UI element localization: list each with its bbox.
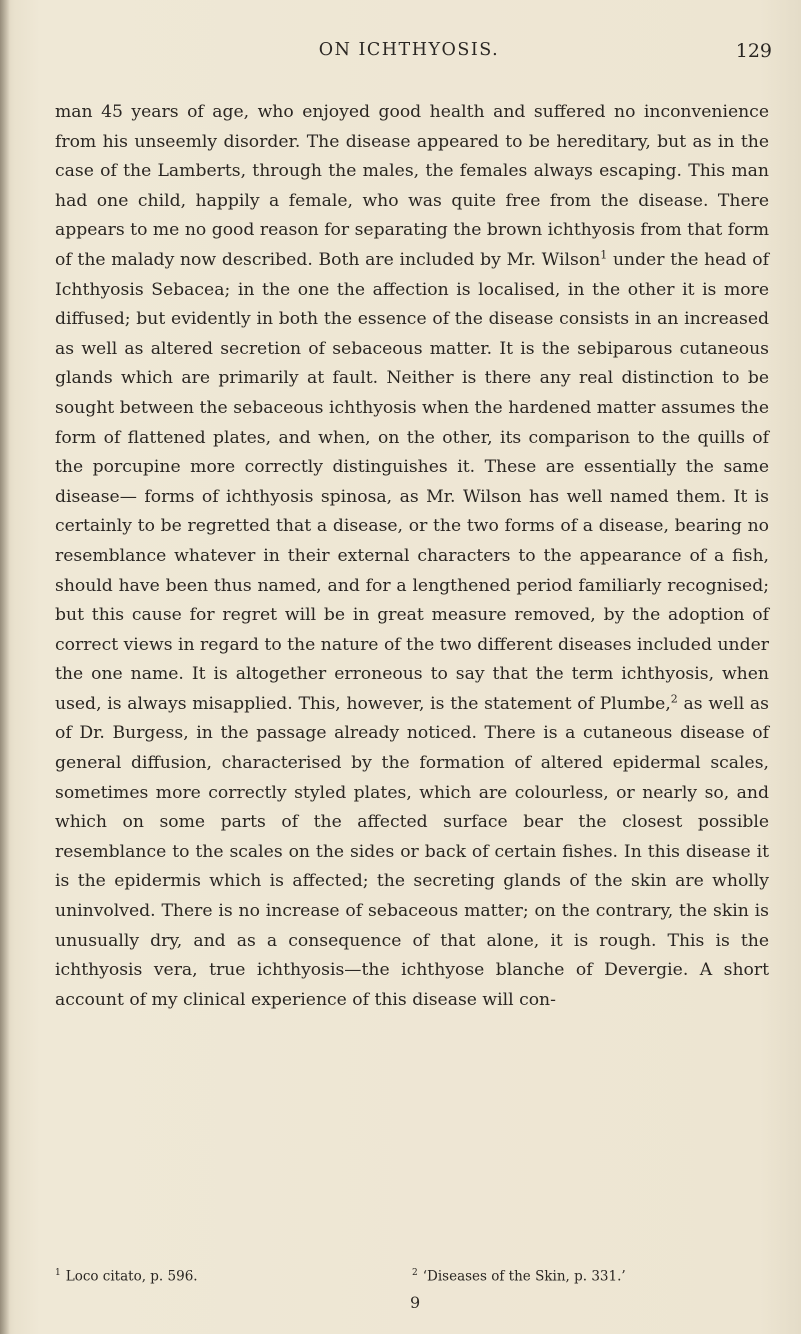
running-title: ON ICHTHYOSIS.: [318, 40, 500, 60]
printer-signature: 9: [410, 1293, 421, 1312]
footnote-text: Loco citato, p. 596.: [65, 1268, 198, 1285]
body-segment: as well as of Dr. Burgess, in the passage already noticed. There is a cutaneous disease of general diffusion, characterised by the formation of altered epidermal scales, sometimes more correctly styled plates, which are colourless, or nearly so, and which on some parts of the affected surface bear the closest possible resemblance to the scales on the sides or back of certain fishes. In this disease it is the epidermis which is affected; the secreting glands of the skin are wholly uninvolved. There is no increase of sebaceous matter; on the contrary, the skin is unusually dry, and as a consequence of that alone, it is rough. This is the ichthyosis vera, true ichthyosis—the ichthyose blanche of Devergie. A short account of my clinical experience of this disease will con-: [55, 693, 769, 1010]
footnote: [412, 1268, 626, 1285]
footnote-marker: 1: [55, 1268, 61, 1278]
footnote-marker: 2: [412, 1268, 418, 1278]
footnote-ref: 1: [600, 248, 608, 262]
spine-shadow: [0, 0, 10, 1334]
body-segment: man 45 years of age, who enjoyed good health and suffered no inconvenience from his unseemly disorder. The disease appeared to be hereditary, but as in the case of the Lamberts, through the males, the females always escaping. This man had one child, happily a female, who was quite free from the disease. There appears to me no good reason for separating the brown ichthyosis from that form of the malady now described. Both are included by Mr. Wilson: [55, 102, 769, 270]
page-header: [46, 40, 772, 66]
footnote-text: ‘Diseases of the Skin, p. 331.’: [422, 1268, 626, 1285]
footnote-ref: 2: [670, 692, 678, 706]
footnote: [55, 1268, 198, 1285]
footnotes: [55, 1268, 769, 1290]
page-number: 129: [735, 40, 772, 62]
body-segment: under the head of Ichthyosis Sebacea; in the one the affection is localised, in the other it is more diffused; but evidently in both the essence of the disease consists in an increased as well as altered secretion of sebaceous matter. It is the sebiparous cutaneous glands which are primarily at fault. Neither is there any real distinction to be sought between the sebaceous ichthyosis when the hardened matter assumes the form of flattened plates, and when, on the other, its comparison to the quills of the porcupine more correctly distinguishes it. These are essentially the same disease— forms of ichthyosis spinosa, as Mr. Wilson has well named them. It is certainly to be regretted that a disease, or the two forms of a disease, bearing no resemblance whatever in their external characters to the appearance of a fish, should have been thus named, and for a lengthened period familiarly recognised; but this cause for regret will be in great measure removed, by the adoption of correct views in regard to the nature of the two different diseases included under the one name. It is altogether erroneous to say that the term ichthyosis, when used, is always misapplied. This, however, is the statement of Plumbe,: [55, 249, 769, 714]
body-paragraph: [55, 98, 769, 1015]
